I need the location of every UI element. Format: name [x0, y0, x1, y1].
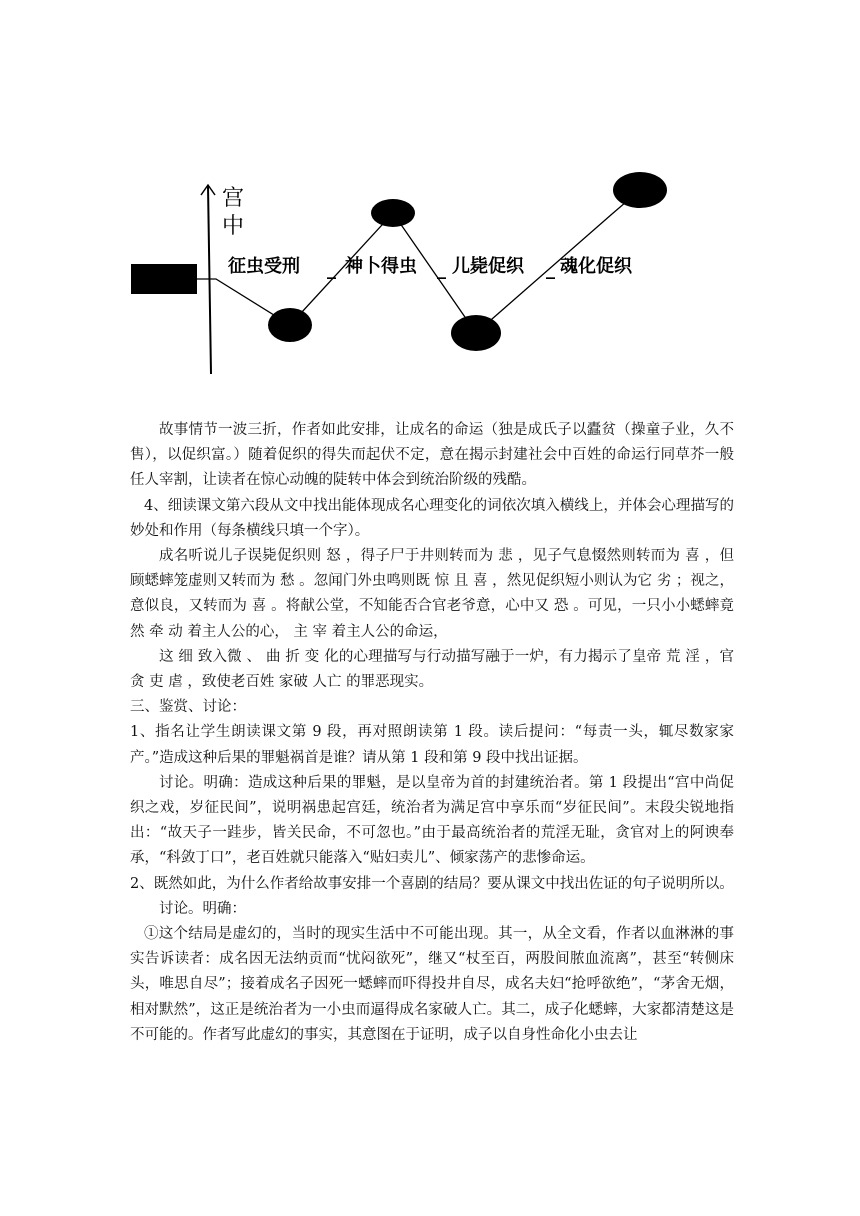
- discussion-2-heading: 讨论。明确：: [159, 900, 246, 917]
- question-1: 1、指名让学生朗读课文第 9 段，再对照朗读第 1 段。读后提问：“每责一头，辄尽数家家产。”造成这种后果的罪魁祸首是谁？请从第 1 段和第 9 段中找出证据。: [130, 724, 734, 766]
- separator-2: _: [437, 259, 446, 280]
- node-high-2: [613, 172, 667, 208]
- node-low-2: [451, 315, 501, 351]
- question-4: 4、细读课文第六段从文中找出能体现成名心理变化的词依次填入横线上，并体会心理描写的妙处和作用（每条横线只填一个字）。: [130, 497, 734, 539]
- stage-label-4: 魂化促织: [560, 256, 632, 277]
- node-high-1: [371, 199, 415, 227]
- start-block: [131, 264, 197, 294]
- stage-label-2: 神卜得虫: [345, 256, 417, 277]
- stage-label-3: 儿毙促织: [452, 256, 524, 277]
- separator-1: _: [327, 259, 336, 280]
- node-low-1: [268, 308, 312, 342]
- plot-diagram: [0, 0, 860, 400]
- separator-3: _: [546, 259, 555, 280]
- paragraph-plot-summary: 故事情节一波三折，作者如此安排，让成名的命运（独是成氏子以蠹贫（操童子业，久不售），以促织富。）随着促织的得失而起伏不定，意在揭示封建社会中百姓的命运行同草芥一般任人宰割，让读者在惊心动魄的陡转中体会到统治阶级的残酷。: [130, 422, 734, 489]
- stage-label-1: 征虫受刑: [228, 256, 300, 277]
- discussion-2-point-1: ①这个结局是虚幻的，当时的现实生活中不可能出现。其一，从全文看，作者以血淋淋的事实告诉读者：成名因无法纳贡而“忧闷欲死”，继又“杖至百，两股间脓血流离”，甚至“转侧床头，唯思自尽”；接着成名子因死一蟋蟀而吓得投井自尽，成名夫妇“抢呼欲绝”，“茅舍无烟，相对默然”，这正是统治者为一小虫而逼得成名家破人亡。其二，成子化蟋蟀，大家都清楚这是不可能的。作者写此虚幻的事实，其意图在于证明，成子以自身性命化小虫去让: [130, 926, 734, 1043]
- vertical-label-1: 宫: [222, 186, 245, 211]
- discussion-1: 讨论。明确：造成这种后果的罪魁，是以皇帝为首的封建统治者。第 1 段提出“宫中尚促织之戏，岁征民间”，说明祸患起宫廷，统治者为满足宫中享乐而“岁征民间”。末段尖锐地指出：“故天子一跬步，皆关民命，不可忽也。”由于最高统治者的荒淫无耻，贪官对上的阿谀奉承，“科敛丁口”，老百姓就只能落入“贴妇卖儿”、倾家荡产的悲惨命运。: [130, 774, 734, 867]
- body-text: [130, 418, 734, 1048]
- paragraph-conclusion: 这 细 致入微 、 曲 折 变 化的心理描写与行动描写融于一炉，有力揭示了皇帝 荒 淫 ，官 贪 吏 虐 ，致使老百姓 家破 人亡 的罪恶现实。: [130, 648, 734, 691]
- vertical-label-2: 中: [222, 214, 245, 239]
- axis-line: [208, 186, 211, 374]
- question-2: 2、既然如此，为什么作者给故事安排一个喜剧的结局？要从课文中找出佐证的句子说明所以。: [130, 875, 734, 892]
- paragraph-psychology: 成名听说儿子误毙促织则 怒 ，得子尸于井则转而为 悲 ，见子气息惙然则转而为 喜 ，但顾蟋蟀笼虚则又转而为 愁 。忽闻门外虫鸣则既 惊 且 喜 ，然见促织短小则认为它 劣 ；视之，意似良，又转而为 喜 。将献公堂，不知能否合官老爷意，心中又 恐 。可见，一只小小蟋蟀竟然 牵 动 着主人公的心， 主 宰 着主人公的命运，: [130, 548, 734, 640]
- section-heading-appreciation: 三、鉴赏、讨论：: [130, 699, 246, 716]
